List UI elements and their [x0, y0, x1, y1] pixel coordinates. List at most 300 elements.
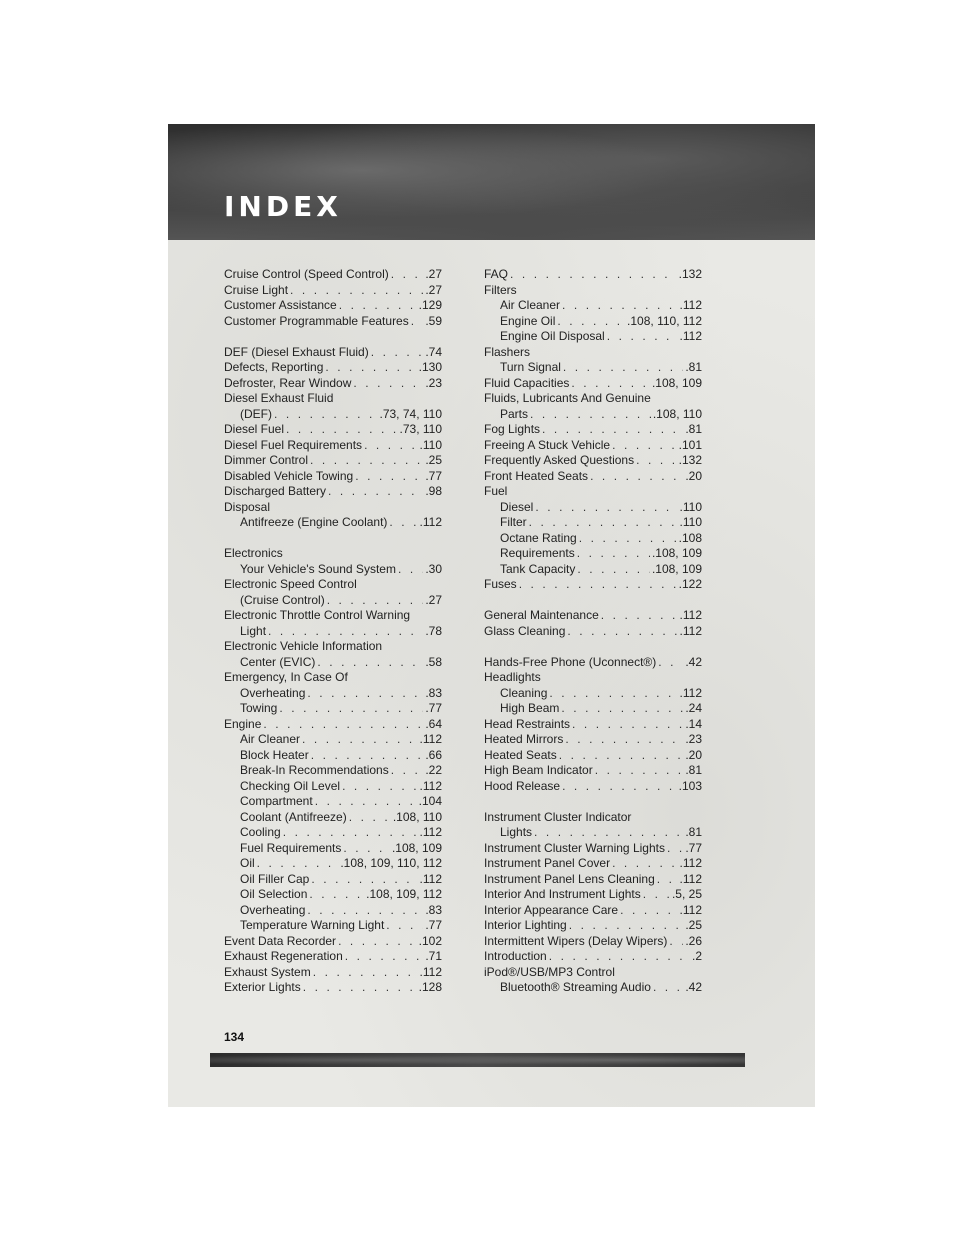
index-subentry — [484, 546, 702, 562]
index-entry-page: .42 — [685, 654, 702, 669]
index-entry-term: Towing — [240, 701, 278, 715]
index-entry — [224, 453, 442, 469]
index-entry-page: .64 — [425, 716, 442, 731]
index-entry-page: .112 — [419, 732, 442, 746]
index-entry-term: Flashers — [484, 344, 531, 359]
dot-leader — [364, 438, 417, 454]
index-entry-term: Hood Release — [484, 778, 561, 793]
index-entry — [484, 608, 702, 624]
dot-leader — [283, 825, 418, 841]
index-entry — [484, 469, 702, 485]
index-entry-page: .27 — [425, 282, 442, 297]
dot-leader — [263, 717, 423, 733]
index-entry — [224, 484, 442, 500]
dot-leader — [601, 608, 678, 624]
index-entry-page: .83 — [425, 902, 442, 917]
index-entry-page: .77 — [425, 468, 442, 483]
dot-leader — [657, 872, 678, 888]
index-entry-page: .81 — [685, 825, 702, 839]
index-entry-term: Freeing A Stuck Vehicle — [484, 437, 611, 452]
index-subentry — [224, 779, 442, 795]
index-entry-term: FAQ — [484, 267, 509, 281]
index-entry-page: .59 — [425, 313, 442, 328]
index-entry — [484, 717, 702, 733]
dot-leader — [303, 980, 417, 996]
index-entry-page: .108, 109 — [391, 840, 442, 855]
index-entry — [484, 655, 702, 671]
dot-leader — [257, 856, 339, 872]
dot-leader — [349, 810, 391, 826]
index-entry-page: .22 — [425, 763, 442, 777]
index-entry-term: Diesel — [500, 499, 534, 514]
index-entry-term: (DEF) — [240, 406, 272, 421]
index-entry — [484, 965, 702, 981]
index-entry-term: Exhaust System — [224, 964, 311, 979]
index-entry-page: .104 — [418, 794, 442, 808]
index-entry-term: Block Heater — [240, 747, 309, 762]
index-entry-term: Event Data Recorder — [224, 933, 337, 948]
index-entry-term: Customer Assistance — [224, 298, 337, 312]
index-entry-page: .132 — [678, 453, 702, 467]
index-entry-term: Fog Lights — [484, 422, 541, 436]
dot-leader — [313, 965, 418, 981]
index-entry-page: .30 — [425, 561, 442, 576]
index-entry — [484, 391, 702, 407]
index-entry-term: DEF (Diesel Exhaust Fluid) — [224, 344, 369, 359]
index-entry-term: Customer Programmable Features — [224, 313, 409, 328]
index-entry — [484, 267, 702, 283]
index-entry-term: Bluetooth® Streaming Audio — [500, 980, 651, 994]
index-entry-term: Engine Oil — [500, 313, 556, 328]
index-column-left — [224, 267, 442, 996]
index-entry-page: .110 — [679, 515, 702, 529]
index-entry — [484, 887, 702, 903]
index-entry — [484, 577, 702, 593]
index-subentry — [484, 298, 702, 314]
index-entry — [484, 841, 702, 857]
index-entry-term: Cleaning — [500, 685, 548, 700]
dot-leader — [669, 934, 683, 950]
dot-leader — [563, 360, 683, 376]
index-entry-page: .98 — [425, 484, 442, 498]
index-subentry — [484, 500, 702, 516]
dot-leader — [535, 500, 677, 516]
index-entry-term: Filter — [500, 515, 527, 529]
index-entry-term: Head Restraints — [484, 716, 571, 731]
dot-leader — [567, 624, 677, 640]
index-entry-term: Fuses — [484, 577, 517, 591]
index-entry-term: Oil — [240, 856, 255, 870]
index-entry — [484, 376, 702, 392]
index-entry-term: Temperature Warning Light — [240, 918, 385, 932]
dot-leader — [562, 779, 677, 795]
index-entry-term: Cooling — [240, 825, 281, 839]
index-entry-term: Front Heated Seats — [484, 468, 589, 483]
index-entry-term: Defroster, Rear Window — [224, 375, 352, 390]
dot-leader — [327, 593, 424, 609]
index-subentry — [484, 314, 702, 330]
index-entry-term: Instrument Cluster Indicator — [484, 809, 632, 824]
index-entry-term: Electronics — [224, 546, 283, 560]
index-entry-term: Antifreeze (Engine Coolant) — [240, 515, 388, 529]
index-entry-page: .25 — [425, 453, 442, 467]
index-entry — [484, 283, 702, 299]
dot-leader — [302, 732, 418, 748]
index-entry-page: .73, 110 — [399, 422, 442, 436]
dot-leader — [590, 469, 683, 485]
index-entry-term: Cruise Light — [224, 282, 289, 297]
dot-leader — [268, 624, 423, 640]
dot-leader — [529, 515, 678, 531]
index-entry-page: .25 — [685, 918, 702, 932]
index-entry-term: Turn Signal — [500, 360, 561, 374]
index-entry-term: Oil Selection — [240, 887, 308, 901]
index-entry-page: .2 — [691, 949, 702, 963]
index-entry-term: Compartment — [240, 794, 313, 808]
dot-leader — [391, 267, 424, 283]
footer-bar — [210, 1053, 745, 1067]
index-entry — [224, 345, 442, 361]
index-entry — [484, 810, 702, 826]
index-entry — [484, 949, 702, 965]
index-subentry — [224, 856, 442, 872]
index-entry-term: Air Cleaner — [500, 298, 561, 312]
index-spacer — [224, 531, 442, 547]
index-entry-page: .108, 109, 112 — [366, 887, 442, 901]
dot-leader — [311, 748, 424, 764]
dot-leader — [577, 546, 650, 562]
index-entry-term: Disabled Vehicle Towing — [224, 468, 354, 483]
index-entry — [224, 980, 442, 996]
index-entry — [224, 391, 442, 407]
index-entry — [224, 639, 442, 655]
index-subentry — [484, 531, 702, 547]
index-entry-page: .108, 109 — [651, 546, 702, 560]
index-entry-page: .5, 25 — [671, 887, 702, 901]
index-entry-term: Electronic Throttle Control Warning — [224, 608, 411, 622]
index-entry-term: Dimmer Control — [224, 453, 309, 467]
dot-leader — [286, 422, 397, 438]
index-entry-term: Electronic Speed Control — [224, 577, 357, 591]
dot-leader — [339, 298, 417, 314]
dot-leader — [274, 407, 378, 423]
index-entry-term: Discharged Battery — [224, 484, 327, 498]
index-entry — [224, 577, 442, 593]
dot-leader — [325, 360, 416, 376]
index-subentry — [224, 655, 442, 671]
index-entry-page: .128 — [418, 980, 442, 994]
index-subentry — [224, 763, 442, 779]
dot-leader — [309, 887, 364, 903]
dot-leader — [519, 577, 677, 593]
index-entry-page: .66 — [425, 747, 442, 762]
index-subentry — [484, 686, 702, 702]
dot-leader — [658, 655, 683, 671]
dot-leader — [398, 562, 423, 578]
index-entry-page: .78 — [425, 623, 442, 638]
dot-leader — [667, 841, 683, 857]
index-subentry — [224, 732, 442, 748]
index-entry-page: .81 — [685, 763, 702, 777]
dot-leader — [643, 887, 670, 903]
dot-leader — [562, 298, 678, 314]
index-subentry — [224, 515, 442, 531]
dot-leader — [557, 314, 625, 330]
index-entry — [224, 283, 442, 299]
dot-leader — [510, 267, 677, 283]
page-title: INDEX — [224, 190, 342, 223]
index-subentry — [224, 562, 442, 578]
index-entry-term: Lights — [500, 825, 533, 839]
dot-leader — [612, 856, 677, 872]
index-subentry — [224, 903, 442, 919]
index-entry-term: Tank Capacity — [500, 561, 576, 576]
index-entry-term: Fluids, Lubricants And Genuine — [484, 391, 651, 405]
dot-leader — [389, 515, 417, 531]
index-entry-page: .20 — [685, 747, 702, 762]
index-entry-page: .112 — [679, 856, 702, 870]
index-entry-term: Instrument Cluster Warning Lights — [484, 840, 665, 855]
index-entry-term: Hands-Free Phone (Uconnect®) — [484, 654, 657, 669]
index-entry-page: .112 — [679, 902, 702, 917]
index-entry — [224, 934, 442, 950]
dot-leader — [577, 562, 650, 578]
index-entry-term: Instrument Panel Lens Cleaning — [484, 871, 655, 886]
index-subentry — [224, 686, 442, 702]
index-subentry — [224, 407, 442, 423]
index-entry-term: Filters — [484, 282, 517, 297]
index-column-right — [484, 267, 702, 996]
index-entry — [224, 608, 442, 624]
index-subentry — [224, 841, 442, 857]
index-subentry — [484, 562, 702, 578]
index-entry — [484, 624, 702, 640]
index-entry-term: Cruise Control (Speed Control) — [224, 267, 389, 281]
index-entry-page: .112 — [419, 871, 442, 886]
index-entry — [484, 918, 702, 934]
index-spacer — [484, 794, 702, 810]
index-entry-page: .122 — [678, 577, 702, 591]
index-entry-term: Interior Appearance Care — [484, 902, 619, 917]
index-entry-page: .112 — [679, 685, 702, 700]
index-entry-page: .112 — [679, 608, 702, 622]
dot-leader — [343, 841, 390, 857]
index-entry-term: General Maintenance — [484, 608, 599, 622]
dot-leader — [317, 655, 423, 671]
index-entry-page: .129 — [418, 298, 442, 312]
index-entry-term: Glass Cleaning — [484, 623, 566, 638]
index-spacer — [224, 329, 442, 345]
index-entry-page: .81 — [685, 422, 702, 436]
index-entry-page: .71 — [425, 949, 442, 963]
index-entry-term: Air Cleaner — [240, 732, 301, 746]
index-entry-page: .58 — [425, 654, 442, 669]
dot-leader — [391, 763, 424, 779]
index-entry-term: Octane Rating — [500, 530, 577, 545]
index-entry — [224, 438, 442, 454]
index-entry-page: .108 — [678, 530, 702, 545]
dot-leader — [571, 376, 650, 392]
index-entry — [224, 376, 442, 392]
dot-leader — [328, 484, 423, 500]
index-entry — [224, 949, 442, 965]
index-entry-term: Fuel Requirements — [240, 840, 342, 855]
index-entry-page: .108, 109 — [651, 561, 702, 576]
dot-leader — [307, 686, 423, 702]
dot-leader — [612, 438, 677, 454]
index-entry-term: Headlights — [484, 670, 541, 684]
index-entry-page: .108, 110 — [392, 809, 442, 824]
index-spacer — [484, 639, 702, 655]
dot-leader — [534, 825, 683, 841]
index-subentry — [484, 407, 702, 423]
index-entry-page: .130 — [418, 360, 442, 374]
index-entry-page: .23 — [425, 375, 442, 390]
index-entry-term: Requirements — [500, 546, 575, 560]
index-entry-page: .77 — [685, 840, 702, 855]
index-entry-term: Overheating — [240, 902, 306, 917]
index-entry-term: Coolant (Antifreeze) — [240, 809, 347, 824]
index-entry — [224, 267, 442, 283]
index-entry — [484, 453, 702, 469]
index-entry-term: Checking Oil Level — [240, 778, 341, 793]
index-entry-page: .23 — [685, 732, 702, 746]
index-entry — [224, 298, 442, 314]
dot-leader — [549, 949, 690, 965]
dot-leader — [565, 732, 683, 748]
index-entry — [484, 484, 702, 500]
index-entry-page: .14 — [685, 716, 702, 731]
dot-leader — [315, 794, 417, 810]
index-subentry — [484, 701, 702, 717]
index-entry-page: .26 — [685, 933, 702, 948]
index-entry-term: Heated Mirrors — [484, 732, 564, 746]
dot-leader — [371, 345, 424, 361]
index-spacer — [484, 593, 702, 609]
index-entry-term: Fuel — [484, 484, 508, 498]
index-entry-page: .103 — [678, 778, 702, 793]
index-entry-page: .112 — [419, 778, 442, 793]
dot-leader — [355, 469, 423, 485]
dot-leader — [290, 283, 423, 299]
index-entry — [484, 345, 702, 361]
index-entry-page: .132 — [678, 267, 702, 281]
index-subentry — [484, 825, 702, 841]
index-entry — [484, 903, 702, 919]
index-entry-page: .108, 110, 112 — [627, 313, 702, 328]
index-entry-term: Defects, Reporting — [224, 360, 324, 374]
dot-leader — [411, 314, 424, 330]
index-entry — [224, 469, 442, 485]
index-entry-term: Diesel Fuel Requirements — [224, 437, 363, 452]
index-entry-page: .112 — [679, 871, 702, 886]
index-entry — [484, 856, 702, 872]
index-subentry — [224, 887, 442, 903]
dot-leader — [530, 407, 651, 423]
index-entry-term: Overheating — [240, 685, 306, 700]
index-entry-page: .112 — [679, 329, 702, 343]
index-entry-term: Introduction — [484, 949, 547, 963]
index-entry-page: .108, 109, 110, 112 — [340, 856, 442, 870]
index-entry-page: .112 — [419, 825, 442, 839]
index-entry-term: Emergency, In Case Of — [224, 670, 348, 684]
index-entry-term: Center (EVIC) — [240, 654, 316, 669]
index-entry-term: Electronic Vehicle Information — [224, 639, 383, 653]
index-entry-page: .81 — [685, 360, 702, 374]
dot-leader — [353, 376, 423, 392]
index-entry — [484, 732, 702, 748]
dot-leader — [342, 779, 417, 795]
index-entry-term: High Beam — [500, 701, 560, 715]
index-entry-term: Exhaust Regeneration — [224, 949, 343, 963]
page-number: 134 — [224, 1030, 245, 1044]
index-entry-page: .20 — [685, 468, 702, 483]
index-entry — [484, 438, 702, 454]
index-entry — [224, 314, 442, 330]
index-subentry — [224, 918, 442, 934]
index-entry-term: Engine Oil Disposal — [500, 329, 605, 343]
index-entry-term: Engine — [224, 716, 262, 731]
index-subentry — [224, 872, 442, 888]
index-entry-page: .102 — [418, 933, 442, 948]
index-entry — [224, 717, 442, 733]
index-entry-term: Break-In Recommendations — [240, 763, 389, 777]
dot-leader — [338, 934, 417, 950]
index-entry-page: .108, 110 — [652, 406, 702, 421]
dot-leader — [559, 748, 684, 764]
index-entry-page: .112 — [419, 964, 442, 979]
index-entry — [484, 872, 702, 888]
index-entry-page: .27 — [425, 267, 442, 281]
dot-leader — [561, 701, 683, 717]
index-entry-page: .24 — [685, 701, 702, 715]
index-subentry — [224, 748, 442, 764]
index-entry-term: Instrument Panel Cover — [484, 856, 611, 870]
index-entry — [224, 546, 442, 562]
index-subentry — [224, 701, 442, 717]
dot-leader — [310, 453, 423, 469]
index-entry-page: .110 — [679, 499, 702, 514]
index-entry-term: Diesel Exhaust Fluid — [224, 391, 334, 405]
index-subentry — [224, 794, 442, 810]
index-entry-term: Disposal — [224, 499, 271, 514]
index-header-banner — [168, 124, 815, 240]
index-subentry — [224, 810, 442, 826]
index-entry-term: Diesel Fuel — [224, 422, 285, 436]
index-entry — [484, 670, 702, 686]
index-page — [168, 124, 815, 1107]
index-entry-term: Interior Lighting — [484, 918, 567, 932]
dot-leader — [569, 918, 684, 934]
index-entry-term: iPod®/USB/MP3 Control — [484, 964, 615, 979]
index-entry-term: Fluid Capacities — [484, 375, 570, 390]
index-entry-page: .110 — [419, 437, 442, 452]
index-entry — [484, 763, 702, 779]
index-entry-page: .83 — [425, 685, 442, 700]
index-subentry — [224, 624, 442, 640]
index-entry-term: Light — [240, 623, 267, 638]
dot-leader — [636, 453, 677, 469]
dot-leader — [311, 872, 417, 888]
dot-leader — [345, 949, 424, 965]
index-entry — [224, 360, 442, 376]
index-entry-page: .112 — [679, 298, 702, 312]
index-entry — [484, 748, 702, 764]
dot-leader — [549, 686, 677, 702]
index-entry-term: Intermittent Wipers (Delay Wipers) — [484, 933, 668, 948]
index-entry-term: (Cruise Control) — [240, 592, 325, 607]
index-entry-term: High Beam Indicator — [484, 763, 593, 777]
